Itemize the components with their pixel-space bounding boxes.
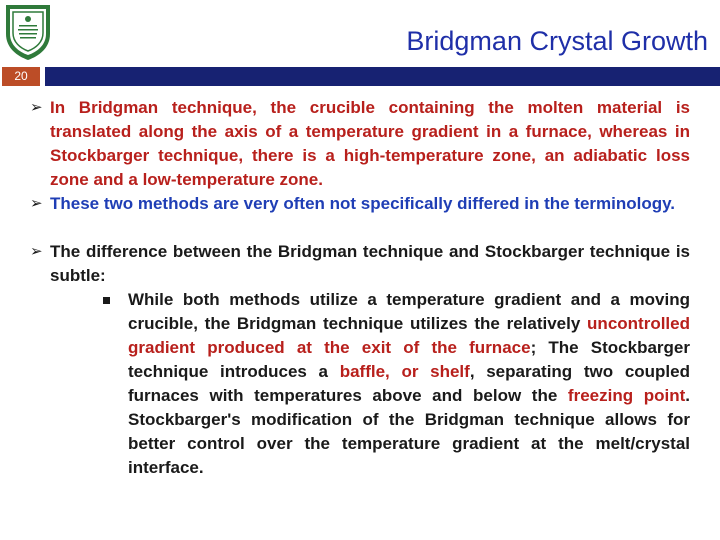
- bullet-item: [30, 192, 690, 216]
- bullet-text: In Bridgman technique, the crucible containing the molten material is translated along the axis of a temperature gradient in a furnace, whereas in Stockbarger technique, there is a high-temperature zone, an adiabatic loss zone and a low-temperature zone.: [50, 98, 690, 189]
- bullet-text: These two methods are very often not specifically differed in the terminology.: [50, 194, 676, 213]
- sub-text: ; The Stockbarger technique introduces a: [128, 338, 690, 381]
- slide-content: [30, 96, 690, 480]
- square-bullet-icon: [103, 297, 110, 304]
- university-crest-logo: [3, 2, 53, 62]
- sub-bullet-item: [30, 288, 690, 480]
- highlight-text: freezing point: [567, 386, 686, 405]
- bullet-text: The difference between the Bridgman technique and Stockbarger technique is subtle:: [50, 242, 690, 285]
- bullet-item: [30, 96, 690, 192]
- arrow-bullet-icon: ➢: [30, 243, 43, 260]
- highlight-text: baffle, or shelf: [339, 362, 470, 381]
- header-bar: [45, 67, 720, 86]
- sub-text: While both methods utilize a temperature gradient and a moving crucible, the Bridgman technique utilizes the relatively: [128, 290, 690, 333]
- slide-title: Bridgman Crystal Growth: [406, 26, 708, 56]
- arrow-bullet-icon: ➢: [30, 99, 43, 116]
- slide-number: 20: [2, 67, 40, 86]
- sub-text: , separating two coupled furnaces with temperatures above and below the: [128, 362, 690, 405]
- arrow-bullet-icon: ➢: [30, 195, 43, 212]
- sub-text: . Stockbarger's modification of the Bridgman technique allows for better control over the temperature gradient at the melt/crystal interface.: [128, 386, 690, 477]
- spacer: [30, 216, 690, 240]
- bullet-item: [30, 240, 690, 288]
- highlight-text: uncontrolled gradient produced at the exit of the furnace: [128, 314, 690, 357]
